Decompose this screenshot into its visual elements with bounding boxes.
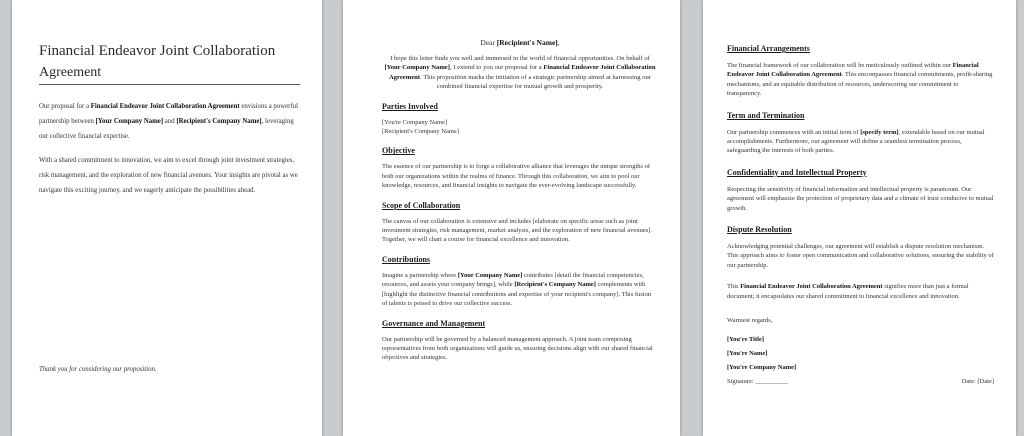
section-heading-confidentiality: Confidentiality and Intellectual Property (727, 167, 867, 177)
salutation (382, 38, 658, 47)
text-run: signifies more than just a formal document; it encapsulates our shared commitment to financial excellence and innovation. (727, 283, 969, 300)
section-heading-financial: Financial Arrangements (727, 44, 810, 53)
agreement-name: Financial Endeavor Joint Collaboration Agreement (389, 64, 656, 81)
text-run: , (557, 38, 560, 47)
party-item: [Recipient's Company Name] (382, 128, 459, 136)
agreement-name: Financial Endeavor Joint Collaboration Agreement (90, 103, 240, 110)
cover-paragraph-1 (39, 99, 300, 144)
recipient-name-placeholder: [Recipient's Name] (496, 38, 558, 47)
scope-text: The canvas of our collaboration is extensive and includes [elaborate on specific areas such as joint investment strategies, risk management, market analysis, and the exploration of new financial avenues]. Together, we will chart a course for financial excellence and innovation. (382, 217, 653, 244)
your-company-placeholder: [Your Company Name] (457, 271, 523, 279)
objective-text: The essence of our partnership is to forge a collaborative alliance that leverages the unique strengths of both our organizations within the realms of finance. Through this collaboration, we aim to pool our knowledge, resources, and financial insights to navigate the ever-evolving landscape successfully. (382, 163, 651, 190)
dispute-text: Acknowledging potential challenges, our agreement will establish a dispute resolution mechanism. This approach aims to foster open communication and collaborative solutions, ensuring the stability of our partnership. (727, 243, 994, 269)
document-subtitle: Agreement (39, 61, 300, 85)
page-terms (703, 0, 1016, 436)
text-run: Imagine a partnership where (382, 271, 458, 279)
parties-list (382, 118, 658, 137)
text-run: Our partnership commences with an initial term of (727, 128, 861, 136)
text-run: , leveraging our collective financial expertise. (39, 118, 294, 140)
contributions-text (382, 271, 658, 309)
financial-text (727, 61, 994, 99)
page-letter (343, 0, 680, 436)
text-run: I hope this letter finds you well and immersed in the world of financial opportunities. On behalf of (390, 55, 650, 62)
text-run: envisions a powerful partnership between (39, 103, 298, 125)
title-field: [You're Title] (727, 336, 765, 344)
cover-paragraph-2: With a shared commitment to innovation, we aim to excel through joint investment strategies, risk management, and the exploration of new financial avenues. Your insights are pivotal as we navigate this exciting journey, and we eagerly anticipate the possibilities ahead. (39, 157, 298, 194)
company-field: [You're Company Name] (727, 364, 797, 372)
signature-row (727, 378, 994, 385)
text-run: . This proposition marks the initiation of a strategic partnership aimed at harnessing our combined financial expertise for mutual growth and prosperity. (420, 73, 651, 91)
recipient-company-placeholder: [Recipient's Company Name] (176, 118, 262, 125)
text-run: Our proposal for a (39, 103, 91, 110)
text-run: . This encompasses financial commitments, profit-sharing mechanisms, and an equitable distribution of resources, underscoring our commitment to transparency. (727, 71, 993, 98)
regards: Warmest regards, (727, 317, 773, 325)
section-heading-parties: Parties Involved (382, 101, 438, 111)
your-company-placeholder: [Your Company Name] (95, 118, 164, 125)
agreement-name: Financial Endeavor Joint Collaboration Agreement (727, 62, 979, 79)
date-field: Date: [Date] (961, 378, 994, 386)
text-run: Dear (480, 38, 497, 47)
your-company-placeholder: [Your Company Name] (384, 64, 450, 72)
cover-closing: Thank you for considering our proposition. (39, 366, 157, 373)
text-run: complements with [highlight the distinctive financial contributions and expertise of your recipient's company]. This fusion of talents is poised to drive our collective success. (382, 281, 652, 308)
party-item: [You're Company Name] (382, 118, 448, 126)
intro-paragraph (382, 54, 658, 92)
term-text (727, 128, 994, 156)
governance-text: Our partnership will be governed by a balanced management approach. A joint team comprising representatives from both organizations will guide us, ensuring decisions align with our shared financial objectives and strategies. (382, 335, 653, 362)
confidentiality-text: Respecting the sensitivity of financial information and intellectual property is paramount. Our agreement will emphasize the protection of proprietary data and a climate of trust conducive to mutual growth. (727, 185, 994, 212)
term-placeholder: [specify term] (860, 128, 899, 136)
text-run: , I extend to you our proposal for a (449, 64, 544, 72)
text-run: This (727, 283, 741, 291)
section-heading-governance: Governance and Management (382, 318, 486, 328)
text-run: and (163, 118, 177, 125)
signature-line: Signature: __________ (727, 378, 788, 386)
page-cover (12, 0, 322, 436)
section-heading-scope: Scope of Collaboration (382, 200, 461, 210)
section-heading-dispute: Dispute Resolution (727, 225, 792, 235)
document-title: Financial Endeavor Joint Collaboration (39, 43, 276, 59)
closing-text (727, 282, 994, 301)
section-heading-contributions: Contributions (382, 254, 431, 264)
text-run: , extendable based on our mutual accomplishments. Furthermore, our agreement will define a seamless termination process, safeguarding the interests of both parties. (727, 128, 985, 155)
name-field: [You're Name] (727, 350, 768, 358)
agreement-name: Financial Endeavor Joint Collaboration Agreement (740, 283, 883, 291)
section-heading-term: Term and Termination (727, 110, 805, 120)
recipient-company-placeholder: [Recipient's Company Name] (514, 281, 596, 289)
cover-body (39, 99, 300, 198)
section-heading-objective: Objective (382, 146, 415, 156)
text-run: The financial framework of our collaboration will be meticulously outlined within our (727, 62, 953, 69)
text-run: contributes [detail the financial competencies, resources, and assets your company brings], while (382, 271, 644, 289)
